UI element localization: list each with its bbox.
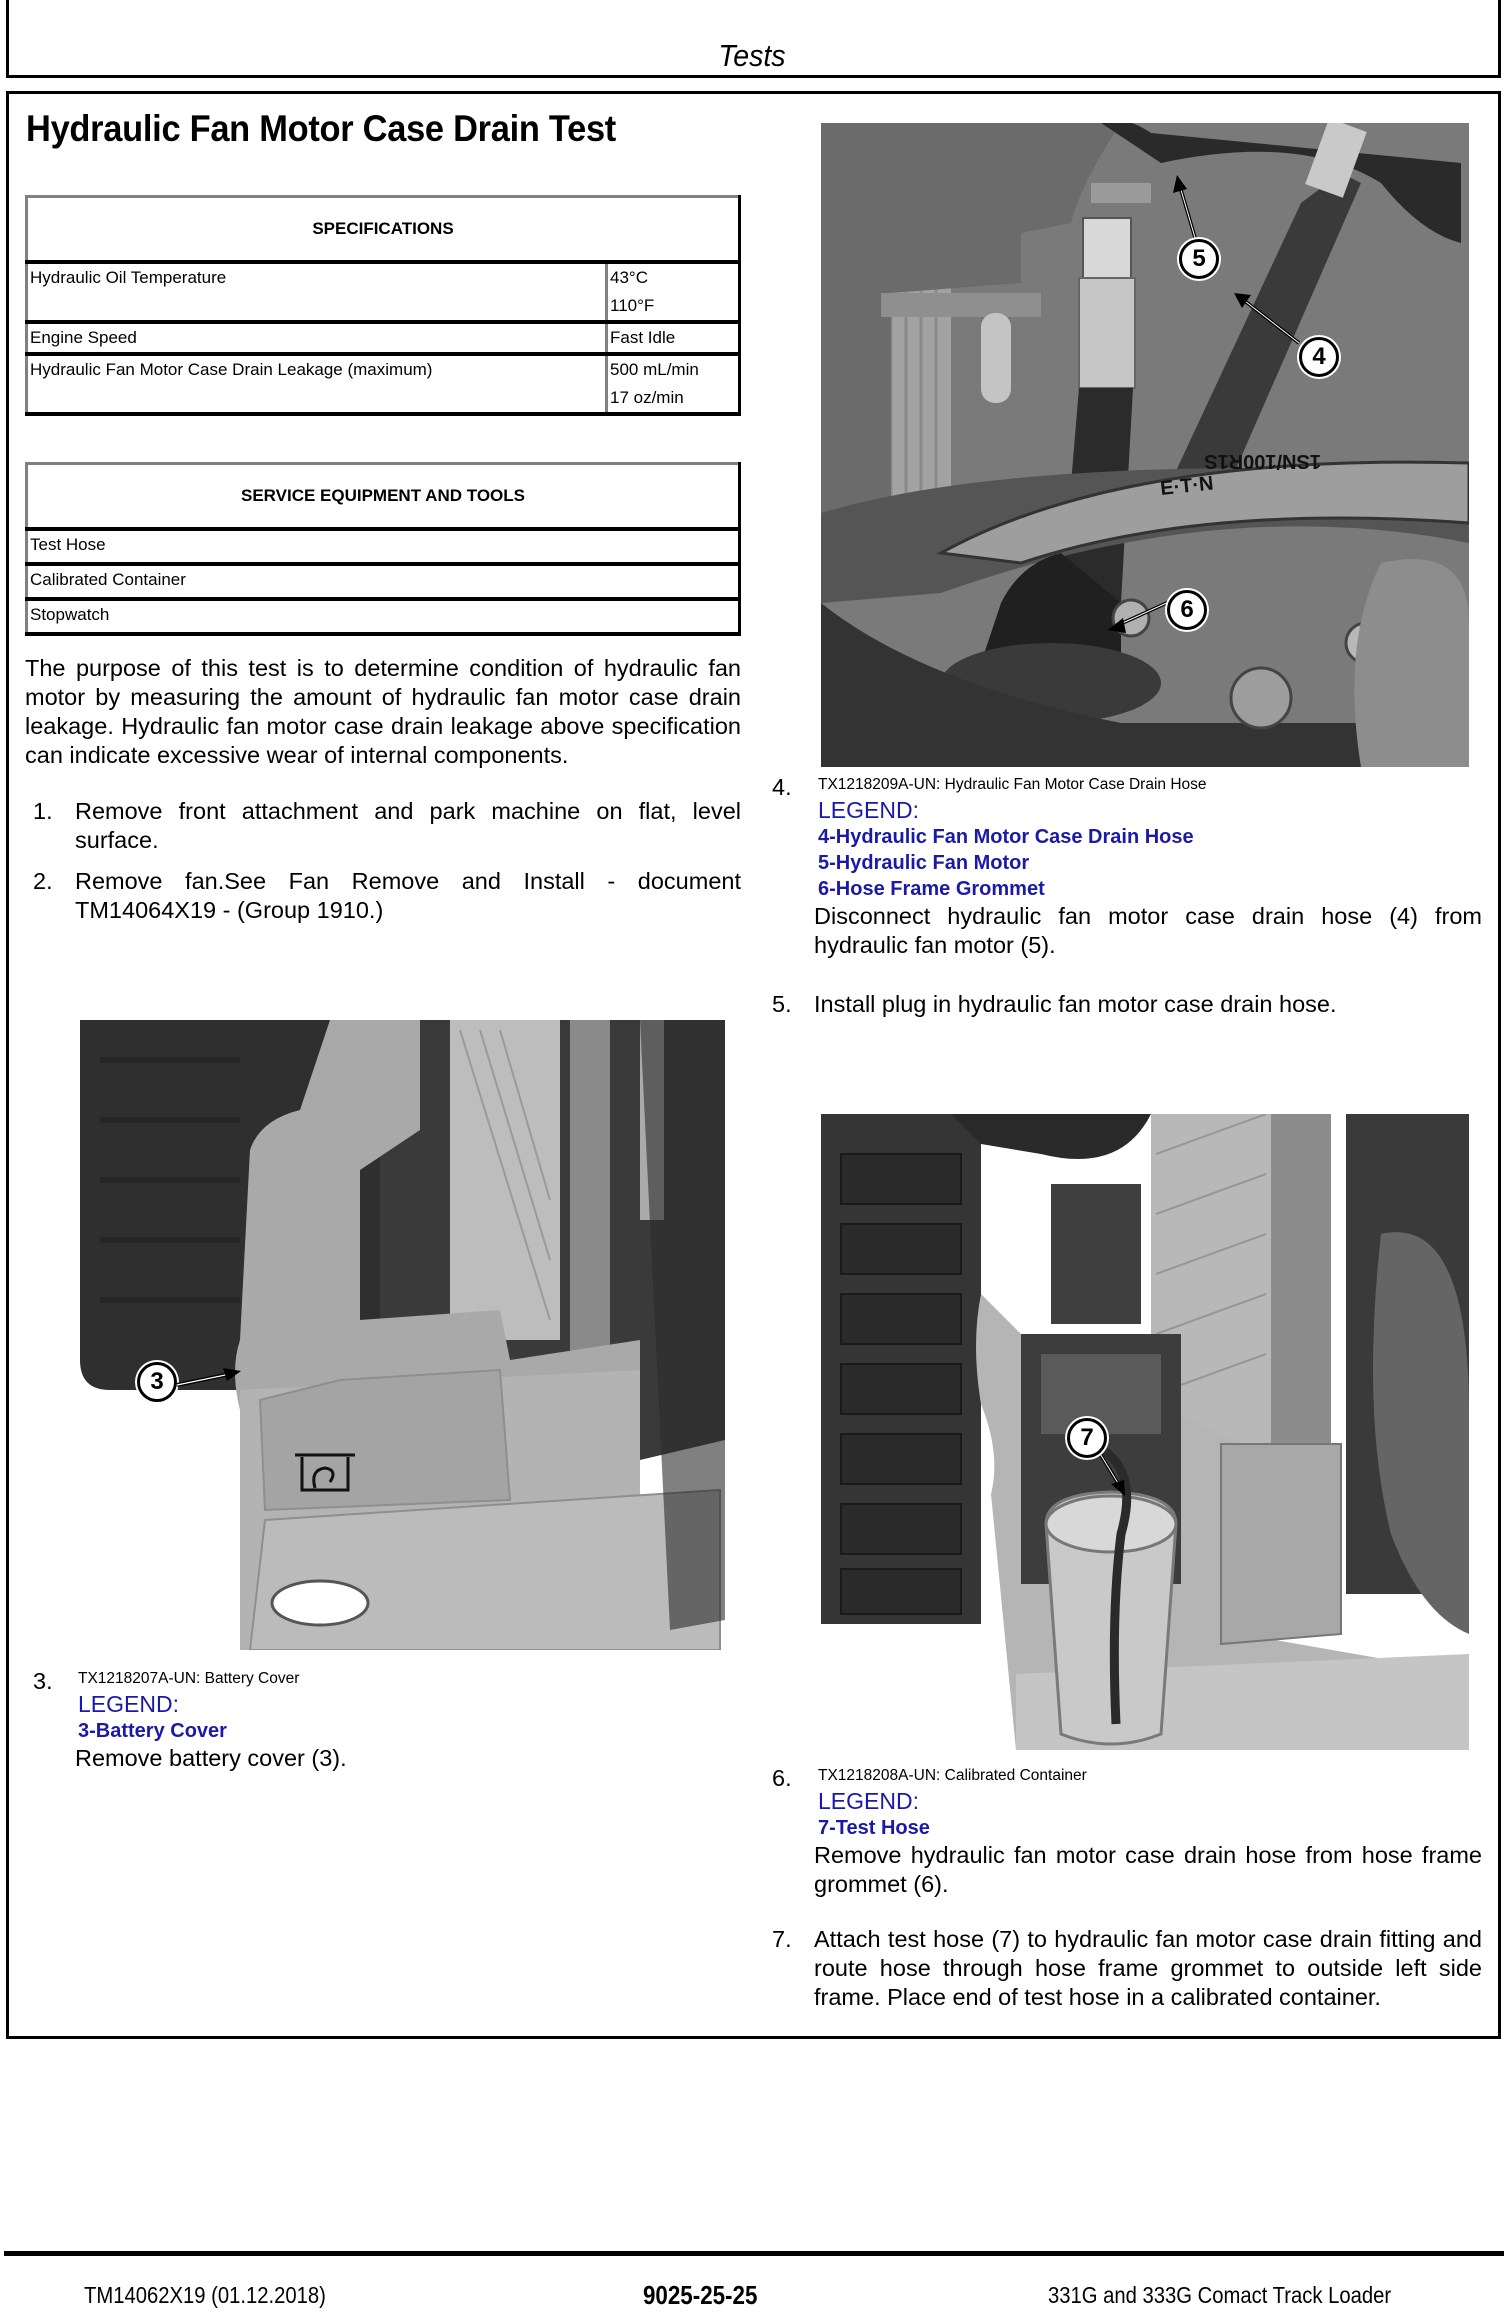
spec-value-imperial: 110°F [610, 296, 655, 315]
section-title: Tests [718, 38, 786, 73]
step-5 [772, 990, 1482, 1019]
legend-item: 7-Test Hose [818, 1817, 930, 1839]
step-6 [772, 1764, 1482, 1899]
step-text: Disconnect hydraulic fan motor case drain hose (4) from hydraulic fan motor (5). [814, 903, 1482, 958]
table-row [27, 529, 740, 564]
page-title: Hydraulic Fan Motor Case Drain Test [26, 108, 616, 149]
step-4 [772, 773, 1482, 960]
step-7 [772, 1925, 1482, 2012]
spec-value [607, 262, 740, 322]
svg-text:E·T·N: E·T·N [1159, 472, 1215, 500]
legend-item: 6-Hose Frame Grommet [818, 878, 1045, 900]
footer-product: 331G and 333G Comact Track Loader [1048, 2282, 1392, 2308]
step-number: 7. [772, 1926, 792, 1952]
spec-value-metric: 500 mL/min [610, 360, 699, 379]
legend-label: LEGEND: [818, 797, 919, 823]
legend-item: 3-Battery Cover [78, 1720, 227, 1742]
arrowhead-icon [1173, 175, 1187, 193]
calibrated-container-photo [821, 1114, 1469, 1750]
arrowhead-icon [1108, 618, 1126, 633]
step-number: 6. [772, 1765, 792, 1791]
battery-cover-photo [80, 1020, 725, 1650]
callout-4: 4 [1299, 337, 1339, 377]
tool-item: Test Hose [27, 529, 740, 564]
legend-label: LEGEND: [78, 1691, 179, 1717]
figure-caption: TX1218209A-UN: Hydraulic Fan Motor Case Drain Hose [818, 776, 1207, 793]
callout-6: 6 [1167, 590, 1207, 630]
spec-name: Hydraulic Fan Motor Case Drain Leakage (maximum) [27, 354, 607, 414]
spec-name: Hydraulic Oil Temperature [27, 262, 607, 322]
step-text: Remove front attachment and park machine on flat, level surface. [75, 798, 741, 853]
callout-leaders [821, 1114, 1469, 1750]
legend-label: LEGEND: [818, 1788, 919, 1814]
step-number: 5. [772, 991, 792, 1017]
battery-cover-illustration [80, 1020, 725, 1650]
arrowhead-icon [1111, 1480, 1125, 1496]
table-row [27, 322, 740, 354]
footer-rule [4, 2251, 1504, 2256]
step-2 [33, 867, 741, 925]
table-row [27, 262, 740, 322]
callout-arrow-icon [175, 1365, 245, 1395]
step-text: Remove hydraulic fan motor case drain hose from hose frame grommet (6). [814, 1842, 1482, 1897]
svg-text:1SN/100R1S: 1SN/100R1S [1204, 450, 1321, 472]
legend-item: 4-Hydraulic Fan Motor Case Drain Hose [818, 826, 1194, 848]
callout-7: 7 [1067, 1418, 1107, 1458]
drain-hose-photo [821, 123, 1469, 767]
spec-name: Engine Speed [27, 322, 607, 354]
tool-item: Stopwatch [27, 599, 740, 634]
specifications-table [25, 195, 741, 416]
step-text: Remove battery cover (3). [75, 1745, 347, 1771]
spec-value-metric: 43°C [610, 268, 648, 287]
figure-caption: TX1218207A-UN: Battery Cover [78, 1670, 300, 1687]
spec-value: Fast Idle [607, 322, 740, 354]
table-row [27, 564, 740, 599]
step-number: 1. [33, 798, 53, 824]
spec-value-imperial: 17 oz/min [610, 388, 684, 407]
tool-item: Calibrated Container [27, 564, 740, 599]
footer-doc-id: TM14062X19 (01.12.2018) [84, 2282, 326, 2308]
specifications-heading: SPECIFICATIONS [27, 197, 740, 263]
step-3 [33, 1667, 741, 1773]
table-row [27, 599, 740, 634]
step-text: Install plug in hydraulic fan motor case drain hose. [814, 991, 1337, 1017]
footer-page-number: 9025-25-25 [643, 2280, 758, 2310]
step-number: 2. [33, 868, 53, 894]
service-tools-table [25, 462, 741, 636]
step-number: 4. [772, 774, 792, 800]
step-text: Remove fan.See Fan Remove and Install - document TM14064X19 - (Group 1910.) [75, 868, 741, 923]
spec-value [607, 354, 740, 414]
intro-paragraph: The purpose of this test is to determine condition of hydraulic fan motor by measuring the amount of hydraulic fan motor case drain leakage. Hydraulic fan motor case drain leakage above specification can indicate excessive wear of internal components. [25, 655, 741, 768]
callout-leaders [821, 123, 1469, 767]
figure-caption: TX1218208A-UN: Calibrated Container [818, 1767, 1087, 1784]
step-1 [33, 797, 741, 855]
legend-item: 5-Hydraulic Fan Motor [818, 852, 1030, 874]
callout-3: 3 [137, 1362, 177, 1402]
table-row [27, 354, 740, 414]
step-number: 3. [33, 1668, 53, 1694]
step-text: Attach test hose (7) to hydraulic fan motor case drain fitting and route hose through hose frame grommet to outside left side frame. Place end of test hose in a calibrated container. [814, 1926, 1482, 2010]
tools-heading: SERVICE EQUIPMENT AND TOOLS [27, 464, 740, 530]
callout-5: 5 [1179, 239, 1219, 279]
